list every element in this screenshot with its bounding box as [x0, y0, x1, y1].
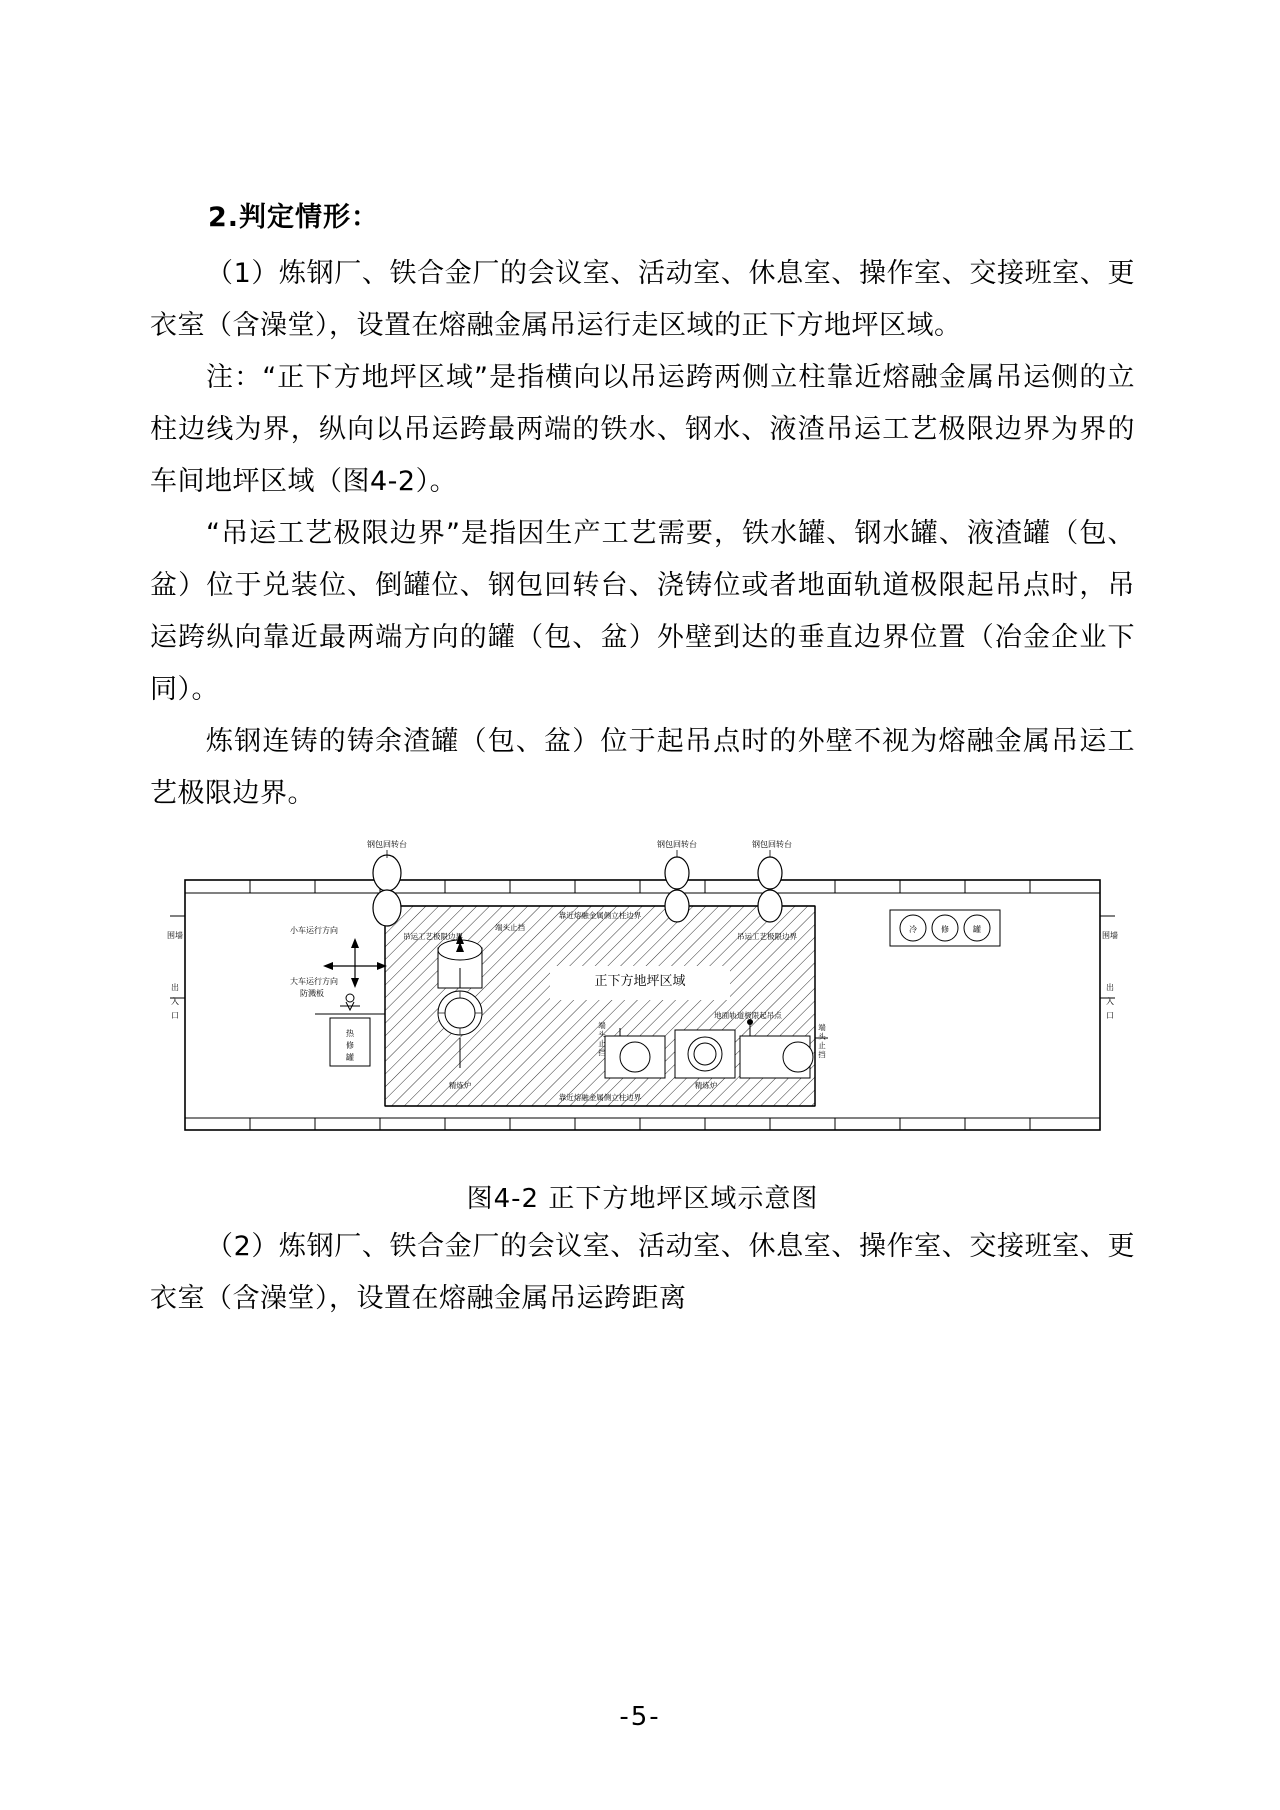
label-exit-right-2: 入	[1106, 997, 1114, 1006]
figure-diagram	[150, 838, 1135, 1168]
label-end-stop-bottom-3: 止	[598, 1039, 606, 1048]
paragraph-2: 注：“正下方地坪区域”是指横向以吊运跨两侧立柱靠近熔融金属吊运侧的立柱边线为界，纵向以吊运跨最两端的铁水、钢水、液渣吊运工艺极限边界为界的车间地坪区域（图4-2）。	[150, 362, 1135, 497]
page-number: -5-	[619, 1702, 661, 1732]
label-cooling-cell-2: 修	[941, 925, 949, 934]
label-hot-repair-ladle-2: 修	[346, 1041, 354, 1050]
figure-caption: 图4-2 正下方地坪区域示意图	[466, 1184, 819, 1214]
label-end-stop-bottom-1: 端	[598, 1021, 606, 1030]
figure-4-2	[150, 838, 1135, 1215]
label-ladle-turret-2: 钢包回转台	[657, 840, 697, 849]
label-cooling-cell-3: 罐	[973, 925, 981, 934]
paragraph-3: “吊运工艺极限边界”是指因生产工艺需要，铁水罐、钢水罐、液渣罐（包、盆）位于兑装位、倒罐位、钢包回转台、浇铸位或者地面轨道极限起吊点时，吊运跨纵向靠近最两端方向的罐（包、盆）外壁到达的垂直边界位置（冶金企业下同）。	[150, 518, 1135, 705]
label-end-stop-right-3: 止	[818, 1041, 826, 1050]
label-refine-furnace-right: 精炼炉	[694, 1081, 718, 1090]
label-wall-left: 围墙	[167, 931, 183, 940]
label-exit-left-1: 出	[171, 983, 179, 992]
label-ground-rail-point: 地面轨道极限起吊点	[714, 1011, 782, 1020]
label-end-stop-right-1: 端	[818, 1023, 826, 1032]
label-column-edge-bottom: 靠近熔融金属侧立柱边界	[558, 1093, 642, 1102]
label-exit-left-3: 口	[171, 1011, 179, 1020]
label-end-stop-right-4: 挡	[818, 1050, 826, 1059]
paragraph-5: （2）炼钢厂、铁合金厂的会议室、活动室、休息室、操作室、交接班室、更衣室（含澡堂），设置在熔融金属吊运跨距离	[150, 1231, 1135, 1314]
label-hot-repair-ladle-3: 罐	[346, 1053, 354, 1062]
label-limit-right: 吊运工艺极限边界	[737, 932, 797, 941]
label-end-stop-bottom-2: 头	[598, 1030, 606, 1039]
document-content	[150, 195, 1135, 1325]
label-trolley-direction: 小车运行方向	[290, 926, 338, 935]
label-end-stop-bottom-4: 挡	[598, 1048, 606, 1057]
label-end-stop-top: 端头止挡	[495, 923, 525, 932]
label-crane-direction: 大车运行方向	[290, 977, 338, 986]
label-end-stop-right-2: 头	[818, 1032, 826, 1041]
section-heading: 2.判定情形：	[208, 202, 380, 233]
label-exit-right-3: 口	[1106, 1011, 1114, 1020]
label-exit-left-2: 入	[171, 997, 179, 1006]
label-hot-repair-ladle-1: 热	[346, 1029, 354, 1038]
label-splash-plate: 防溅板	[300, 989, 324, 998]
label-wall-right: 围墙	[1102, 931, 1118, 940]
paragraph-1: （1）炼钢厂、铁合金厂的会议室、活动室、休息室、操作室、交接班室、更衣室（含澡堂），设置在熔融金属吊运行走区域的正下方地坪区域。	[150, 258, 1135, 341]
label-ladle-turret-3: 钢包回转台	[752, 840, 792, 849]
label-refine-furnace-left: 精炼炉	[448, 1081, 472, 1090]
label-exit-right-1: 出	[1106, 983, 1114, 992]
label-cooling-cell-1: 冷	[909, 925, 917, 934]
label-center-area: 正下方地坪区域	[594, 974, 686, 989]
paragraph-4: 炼钢连铸的铸余渣罐（包、盆）位于起吊点时的外壁不视为熔融金属吊运工艺极限边界。	[150, 726, 1135, 809]
label-limit-left: 吊运工艺极限边界	[403, 932, 463, 941]
label-ladle-turret-1: 钢包回转台	[367, 840, 407, 849]
label-column-edge-top: 靠近熔融金属侧立柱边界	[558, 911, 642, 920]
